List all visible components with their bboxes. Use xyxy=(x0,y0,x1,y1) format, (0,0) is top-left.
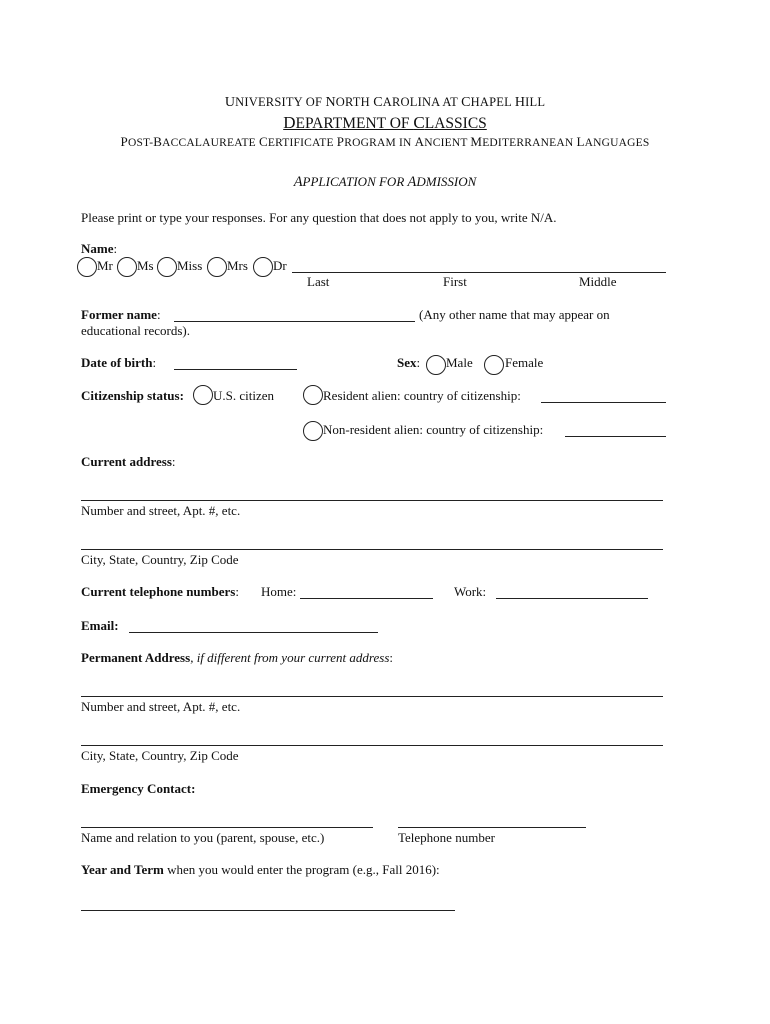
title-mrs-radio[interactable] xyxy=(207,257,227,277)
title-mr-radio[interactable] xyxy=(77,257,97,277)
emergency-phone-caption: Telephone number xyxy=(398,830,495,845)
current-city-field[interactable] xyxy=(81,549,663,550)
citizenship-nonresident-label: Non-resident alien: country of citizenship: xyxy=(323,422,544,437)
citizenship-label: Citizenship status: xyxy=(81,388,184,403)
current-street-caption: Number and street, Apt. #, etc. xyxy=(81,503,241,518)
name-label: Name: xyxy=(81,241,118,256)
email-field[interactable] xyxy=(129,632,378,633)
name-middle-caption: Middle xyxy=(579,274,617,289)
title-miss-radio[interactable] xyxy=(157,257,177,277)
current-street-field[interactable] xyxy=(81,500,663,501)
permanent-city-field[interactable] xyxy=(81,745,663,746)
dob-label: Date of birth: xyxy=(81,355,157,370)
permanent-address-label: Permanent Address, if different from your current address: xyxy=(81,650,394,665)
sex-male-radio[interactable] xyxy=(426,355,446,375)
emergency-contact-label: Emergency Contact: xyxy=(81,781,196,796)
home-phone-label: Home: xyxy=(261,584,297,599)
university-name: UNIVERSITY OF NORTH CAROLINA AT CHAPEL HILL xyxy=(224,95,546,110)
year-term-label: Year and Term when you would enter the program (e.g., Fall 2016): xyxy=(81,862,440,877)
citizenship-us-label: U.S. citizen xyxy=(213,388,275,403)
current-address-label: Current address: xyxy=(81,454,176,469)
sex-female-label: Female xyxy=(505,355,544,370)
phones-label: Current telephone numbers: xyxy=(81,584,239,599)
form-title: APPLICATION FOR ADMISSION xyxy=(293,174,477,190)
title-ms-label: Ms xyxy=(137,258,154,273)
title-mrs-label: Mrs xyxy=(227,258,248,273)
sex-label: Sex: xyxy=(397,355,421,370)
permanent-city-caption: City, State, Country, Zip Code xyxy=(81,748,239,763)
year-term-field[interactable] xyxy=(81,910,455,911)
nonresident-country-field[interactable] xyxy=(565,436,666,437)
title-dr-radio[interactable] xyxy=(253,257,273,277)
work-phone-field[interactable] xyxy=(496,598,648,599)
name-first-caption: First xyxy=(443,274,467,289)
email-label: Email: xyxy=(81,618,119,633)
former-name-field[interactable] xyxy=(174,321,415,322)
sex-female-radio[interactable] xyxy=(484,355,504,375)
permanent-street-caption: Number and street, Apt. #, etc. xyxy=(81,699,241,714)
title-dr-label: Dr xyxy=(273,258,287,273)
citizenship-resident-radio[interactable] xyxy=(303,385,323,405)
citizenship-resident-label: Resident alien: country of citizenship: xyxy=(323,388,521,403)
emergency-name-caption: Name and relation to you (parent, spouse, etc.) xyxy=(81,830,325,845)
emergency-name-field[interactable] xyxy=(81,827,373,828)
former-name-note: (Any other name that may appear on xyxy=(419,307,610,322)
program-name: POST-BACCALAUREATE CERTIFICATE PROGRAM IN ANCIENT MEDITERRANEAN LANGUAGES xyxy=(120,134,650,149)
department-name: DEPARTMENT OF CLASSICS xyxy=(283,113,487,132)
citizenship-us-radio[interactable] xyxy=(193,385,213,405)
former-name-note-cont: educational records). xyxy=(81,323,191,338)
dob-field[interactable] xyxy=(174,369,297,370)
home-phone-field[interactable] xyxy=(300,598,433,599)
title-miss-label: Miss xyxy=(177,258,203,273)
former-name-label: Former name: xyxy=(81,307,161,322)
full-name-field[interactable] xyxy=(292,272,666,273)
resident-country-field[interactable] xyxy=(541,402,666,403)
sex-male-label: Male xyxy=(446,355,473,370)
name-last-caption: Last xyxy=(307,274,330,289)
permanent-street-field[interactable] xyxy=(81,696,663,697)
title-mr-label: Mr xyxy=(97,258,113,273)
citizenship-nonresident-radio[interactable] xyxy=(303,421,323,441)
title-ms-radio[interactable] xyxy=(117,257,137,277)
current-city-caption: City, State, Country, Zip Code xyxy=(81,552,239,567)
work-phone-label: Work: xyxy=(454,584,487,599)
instructions: Please print or type your responses. For any question that does not apply to you, write N/A. xyxy=(81,210,557,225)
emergency-phone-field[interactable] xyxy=(398,827,586,828)
